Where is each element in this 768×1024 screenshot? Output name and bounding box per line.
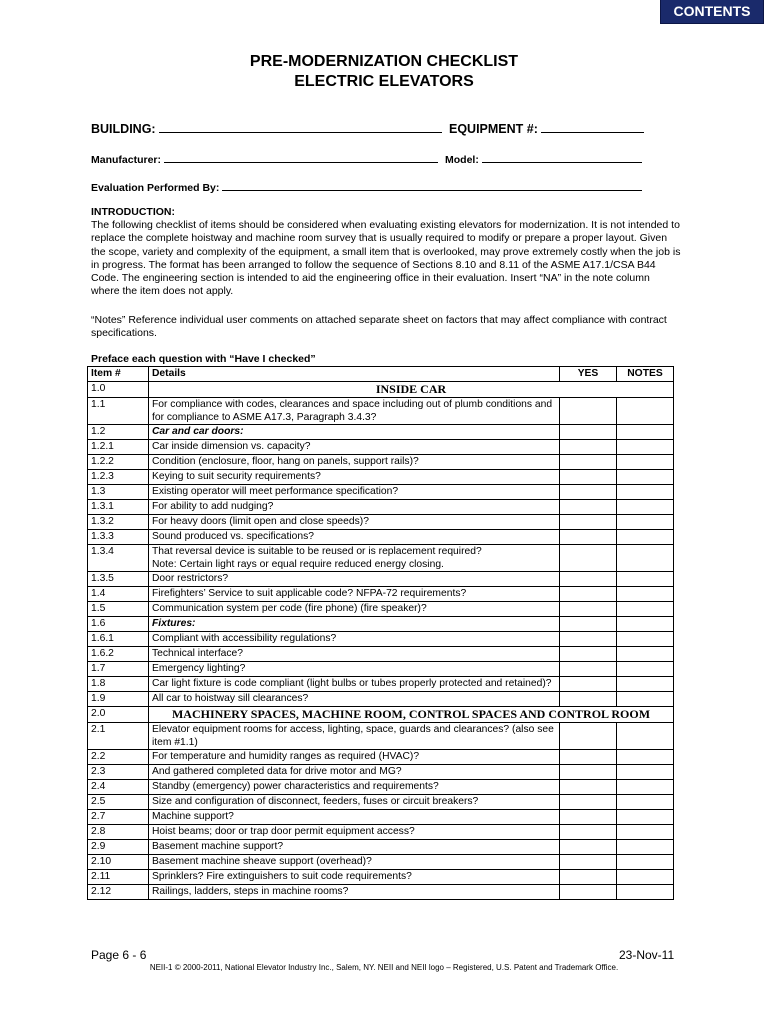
- item-details: [149, 587, 560, 602]
- notes-cell[interactable]: [617, 647, 674, 662]
- item-details-text: Standby (emergency) power characteristics and requirements?: [152, 781, 439, 792]
- item-number: 1.2: [88, 425, 149, 440]
- header-notes: NOTES: [617, 367, 674, 382]
- item-details: [149, 470, 560, 485]
- table-row: [88, 780, 674, 795]
- item-details-text: Hoist beams; door or trap door permit equipment access?: [152, 826, 415, 837]
- yes-cell[interactable]: [560, 455, 617, 470]
- yes-cell[interactable]: [560, 795, 617, 810]
- item-details-text: For compliance with codes, clearances and space including out of plumb conditions and for compliance to ASME A17.3, Paragraph 3.4.3?: [152, 399, 553, 423]
- item-details: [149, 765, 560, 780]
- item-details-text: That reversal device is suitable to be reused or is replacement required?: [152, 546, 482, 557]
- item-details: [149, 825, 560, 840]
- item-number: 1.1: [88, 398, 149, 425]
- item-details-text: And gathered completed data for drive motor and MG?: [152, 766, 402, 777]
- table-row: [88, 647, 674, 662]
- notes-cell[interactable]: [617, 632, 674, 647]
- table-row: [88, 750, 674, 765]
- yes-cell[interactable]: [560, 765, 617, 780]
- item-number: 2.2: [88, 750, 149, 765]
- header-yes: YES: [560, 367, 617, 382]
- item-number: 2.1: [88, 723, 149, 750]
- yes-cell[interactable]: [560, 723, 617, 750]
- item-details: [149, 662, 560, 677]
- item-details: [149, 780, 560, 795]
- notes-cell[interactable]: [617, 587, 674, 602]
- item-number: 2.12: [88, 885, 149, 900]
- yes-cell[interactable]: [560, 647, 617, 662]
- item-number: 1.6: [88, 617, 149, 632]
- table-row: [88, 485, 674, 500]
- item-number: 1.8: [88, 677, 149, 692]
- item-details: [149, 795, 560, 810]
- item-details-text: Car light fixture is code compliant (light bulbs or tubes properly protected and retained)?: [152, 678, 552, 689]
- item-number: 1.7: [88, 662, 149, 677]
- yes-cell[interactable]: [560, 855, 617, 870]
- notes-cell[interactable]: [617, 870, 674, 885]
- item-number: 2.7: [88, 810, 149, 825]
- item-number: 1.0: [88, 382, 149, 398]
- yes-cell[interactable]: [560, 398, 617, 425]
- item-number: 1.3.3: [88, 530, 149, 545]
- item-number: 2.4: [88, 780, 149, 795]
- item-details: [149, 870, 560, 885]
- item-number: 1.3.4: [88, 545, 149, 572]
- notes-cell[interactable]: [617, 825, 674, 840]
- model-label: Model:: [445, 154, 479, 166]
- item-number: 1.6.2: [88, 647, 149, 662]
- notes-cell[interactable]: [617, 810, 674, 825]
- item-number: 2.10: [88, 855, 149, 870]
- item-details-text: Car and car doors:: [152, 426, 244, 437]
- item-details: [149, 398, 560, 425]
- notes-cell[interactable]: [617, 723, 674, 750]
- item-details: [149, 545, 560, 572]
- subsection-row: [88, 617, 674, 632]
- table-row: [88, 723, 674, 750]
- table-row: [88, 602, 674, 617]
- introduction-text: The following checklist of items should be considered when evaluating existing elevators for modernization. It is not intended to replace the complete hoistway and machine room survey that is usually required to modify or prepare a proper layout. Given the scope, variety and complexity of the equipment, a small item that is overlooked, may prove extremely costly when the job is in progress. The format has been arranged to follow the sequence of Sections 8.10 and 8.11 of the ASME A17.1/CSA B44 Code. The engineering section is intended to aid the engineering office in their evaluation. Insert “NA” in the note column where the item does not apply.: [91, 219, 681, 298]
- item-details: [149, 515, 560, 530]
- yes-cell[interactable]: [560, 750, 617, 765]
- item-details-note: Note: Certain light rays or equal require reduced energy closing.: [152, 559, 444, 570]
- table-row: [88, 455, 674, 470]
- item-details-text: Communication system per code (fire phone) (fire speaker)?: [152, 603, 427, 614]
- item-details-text: Sound produced vs. specifications?: [152, 531, 314, 542]
- item-details: [149, 647, 560, 662]
- page-number: Page 6 - 6: [91, 948, 147, 962]
- notes-cell[interactable]: [617, 500, 674, 515]
- item-details: [149, 855, 560, 870]
- yes-cell[interactable]: [560, 810, 617, 825]
- notes-cell[interactable]: [617, 530, 674, 545]
- page-subtitle: ELECTRIC ELEVATORS: [294, 73, 474, 90]
- item-details-text: Fixtures:: [152, 618, 196, 629]
- yes-cell[interactable]: [560, 780, 617, 795]
- preface-text: Preface each question with “Have I checked”: [91, 353, 316, 365]
- item-details-text: Door restrictors?: [152, 573, 229, 584]
- manufacturer-row: [91, 152, 438, 166]
- item-number: 1.4: [88, 587, 149, 602]
- yes-cell[interactable]: [560, 425, 617, 440]
- equipment-label: EQUIPMENT #:: [449, 122, 538, 136]
- yes-cell[interactable]: [560, 840, 617, 855]
- table-row: [88, 500, 674, 515]
- notes-cell[interactable]: [617, 855, 674, 870]
- item-number: 1.9: [88, 692, 149, 707]
- equipment-row: [449, 122, 644, 136]
- item-number: 2.9: [88, 840, 149, 855]
- item-details: [149, 840, 560, 855]
- table-row: [88, 587, 674, 602]
- introduction-heading: INTRODUCTION:: [91, 206, 175, 218]
- manufacturer-field[interactable]: [164, 152, 438, 163]
- item-details: [149, 602, 560, 617]
- item-details-text: Condition (enclosure, floor, hang on panels, support rails)?: [152, 456, 419, 467]
- table-row: [88, 825, 674, 840]
- item-details-text: Technical interface?: [152, 648, 244, 659]
- notes-cell[interactable]: [617, 485, 674, 500]
- building-row: [91, 122, 442, 136]
- page-title: PRE-MODERNIZATION CHECKLIST: [249, 53, 519, 70]
- manufacturer-label: Manufacturer:: [91, 154, 162, 166]
- notes-cell[interactable]: [617, 662, 674, 677]
- yes-cell[interactable]: [560, 825, 617, 840]
- yes-cell[interactable]: [560, 470, 617, 485]
- item-details: [149, 750, 560, 765]
- item-number: 1.2.3: [88, 470, 149, 485]
- item-details-text: For ability to add nudging?: [152, 501, 274, 512]
- yes-cell[interactable]: [560, 485, 617, 500]
- item-details: [149, 677, 560, 692]
- item-details-text: Sprinklers? Fire extinguishers to suit code requirements?: [152, 871, 412, 882]
- yes-cell[interactable]: [560, 515, 617, 530]
- notes-cell[interactable]: [617, 545, 674, 572]
- yes-cell[interactable]: [560, 587, 617, 602]
- checklist-table: [87, 366, 674, 900]
- item-number: 1.3.2: [88, 515, 149, 530]
- table-row: [88, 572, 674, 587]
- notes-cell[interactable]: [617, 692, 674, 707]
- item-number: 2.8: [88, 825, 149, 840]
- section-title: INSIDE CAR: [149, 382, 674, 398]
- notes-cell[interactable]: [617, 795, 674, 810]
- item-details: [149, 530, 560, 545]
- item-details: [149, 692, 560, 707]
- notes-cell[interactable]: [617, 885, 674, 900]
- yes-cell[interactable]: [560, 602, 617, 617]
- yes-cell[interactable]: [560, 632, 617, 647]
- table-row: [88, 662, 674, 677]
- item-details: [149, 455, 560, 470]
- item-details-text: Keying to suit security requirements?: [152, 471, 321, 482]
- notes-cell[interactable]: [617, 470, 674, 485]
- yes-cell[interactable]: [560, 530, 617, 545]
- item-details: [149, 885, 560, 900]
- equipment-field[interactable]: [541, 122, 644, 133]
- item-details-text: Basement machine support?: [152, 841, 284, 852]
- contents-button[interactable]: CONTENTS: [660, 0, 764, 24]
- item-details-text: Firefighters’ Service to suit applicable code? NFPA-72 requirements?: [152, 588, 467, 599]
- notes-cell[interactable]: [617, 572, 674, 587]
- table-row: [88, 440, 674, 455]
- notes-cell[interactable]: [617, 617, 674, 632]
- item-details-text: Emergency lighting?: [152, 663, 246, 674]
- notes-text: “Notes” Reference individual user comments on attached separate sheet on factors that may affect compliance with contract specifications.: [91, 314, 667, 340]
- evaluation-field[interactable]: [222, 180, 642, 191]
- section-row: [88, 707, 674, 723]
- item-number: 1.3: [88, 485, 149, 500]
- yes-cell[interactable]: [560, 662, 617, 677]
- item-number: 2.11: [88, 870, 149, 885]
- item-details-text: Elevator equipment rooms for access, lighting, space, guards and clearances? (also see item #1.1): [152, 724, 554, 748]
- item-details: [149, 440, 560, 455]
- notes-cell[interactable]: [617, 840, 674, 855]
- item-details-text: Basement machine sheave support (overhead)?: [152, 856, 372, 867]
- table-row: [88, 765, 674, 780]
- item-details: [149, 500, 560, 515]
- item-number: 1.3.5: [88, 572, 149, 587]
- item-number: 1.6.1: [88, 632, 149, 647]
- model-field[interactable]: [482, 152, 642, 163]
- item-details: [149, 632, 560, 647]
- table-row: [88, 795, 674, 810]
- item-number: 2.0: [88, 707, 149, 723]
- item-number: 1.2.1: [88, 440, 149, 455]
- item-details-text: Existing operator will meet performance specification?: [152, 486, 399, 497]
- page-date: 23-Nov-11: [619, 948, 675, 962]
- model-row: [445, 152, 642, 166]
- evaluation-row: [91, 180, 642, 194]
- subsection-row: [88, 425, 674, 440]
- header-details: Details: [149, 367, 560, 382]
- table-row: [88, 515, 674, 530]
- table-row: [88, 545, 674, 572]
- item-details: [149, 485, 560, 500]
- yes-cell[interactable]: [560, 692, 617, 707]
- item-details: [149, 723, 560, 750]
- item-details-text: Railings, ladders, steps in machine rooms?: [152, 886, 349, 897]
- notes-cell[interactable]: [617, 780, 674, 795]
- item-number: 2.5: [88, 795, 149, 810]
- item-details-text: Car inside dimension vs. capacity?: [152, 441, 311, 452]
- yes-cell[interactable]: [560, 545, 617, 572]
- table-row: [88, 530, 674, 545]
- yes-cell[interactable]: [560, 572, 617, 587]
- item-details-text: For temperature and humidity ranges as required (HVAC)?: [152, 751, 420, 762]
- yes-cell[interactable]: [560, 677, 617, 692]
- yes-cell[interactable]: [560, 440, 617, 455]
- notes-cell[interactable]: [617, 425, 674, 440]
- building-label: BUILDING:: [91, 122, 156, 136]
- copyright-footer: NEII-1 © 2000-2011, National Elevator Industry Inc., Salem, NY. NEII and NEII logo – Registered, U.S. Patent and Trademark Office.: [149, 963, 619, 972]
- header-item: Item #: [88, 367, 149, 382]
- yes-cell[interactable]: [560, 500, 617, 515]
- item-details: [149, 572, 560, 587]
- notes-cell[interactable]: [617, 765, 674, 780]
- yes-cell[interactable]: [560, 617, 617, 632]
- table-row: [88, 398, 674, 425]
- table-row: [88, 810, 674, 825]
- notes-cell[interactable]: [617, 750, 674, 765]
- table-row: [88, 855, 674, 870]
- table-row: [88, 677, 674, 692]
- item-number: 2.3: [88, 765, 149, 780]
- table-row: [88, 870, 674, 885]
- yes-cell[interactable]: [560, 870, 617, 885]
- item-details-text: For heavy doors (limit open and close speeds)?: [152, 516, 369, 527]
- item-number: 1.5: [88, 602, 149, 617]
- building-field[interactable]: [159, 122, 442, 133]
- item-number: 1.2.2: [88, 455, 149, 470]
- item-details-text: All car to hoistway sill clearances?: [152, 693, 309, 704]
- evaluation-label: Evaluation Performed By:: [91, 182, 220, 194]
- notes-cell[interactable]: [617, 602, 674, 617]
- item-details: [149, 810, 560, 825]
- item-details: [149, 617, 560, 632]
- table-row: [88, 632, 674, 647]
- item-details: [149, 425, 560, 440]
- section-title: MACHINERY SPACES, MACHINE ROOM, CONTROL SPACES AND CONTROL ROOM: [149, 707, 674, 723]
- table-header: [88, 367, 674, 382]
- item-details-text: Machine support?: [152, 811, 234, 822]
- item-number: 1.3.1: [88, 500, 149, 515]
- table-row: [88, 470, 674, 485]
- section-row: [88, 382, 674, 398]
- notes-cell[interactable]: [617, 440, 674, 455]
- table-row: [88, 692, 674, 707]
- item-details-text: Size and configuration of disconnect, feeders, fuses or circuit breakers?: [152, 796, 479, 807]
- table-row: [88, 885, 674, 900]
- notes-cell[interactable]: [617, 677, 674, 692]
- notes-cell[interactable]: [617, 455, 674, 470]
- notes-cell[interactable]: [617, 515, 674, 530]
- notes-cell[interactable]: [617, 398, 674, 425]
- yes-cell[interactable]: [560, 885, 617, 900]
- item-details-text: Compliant with accessibility regulations?: [152, 633, 337, 644]
- table-row: [88, 840, 674, 855]
